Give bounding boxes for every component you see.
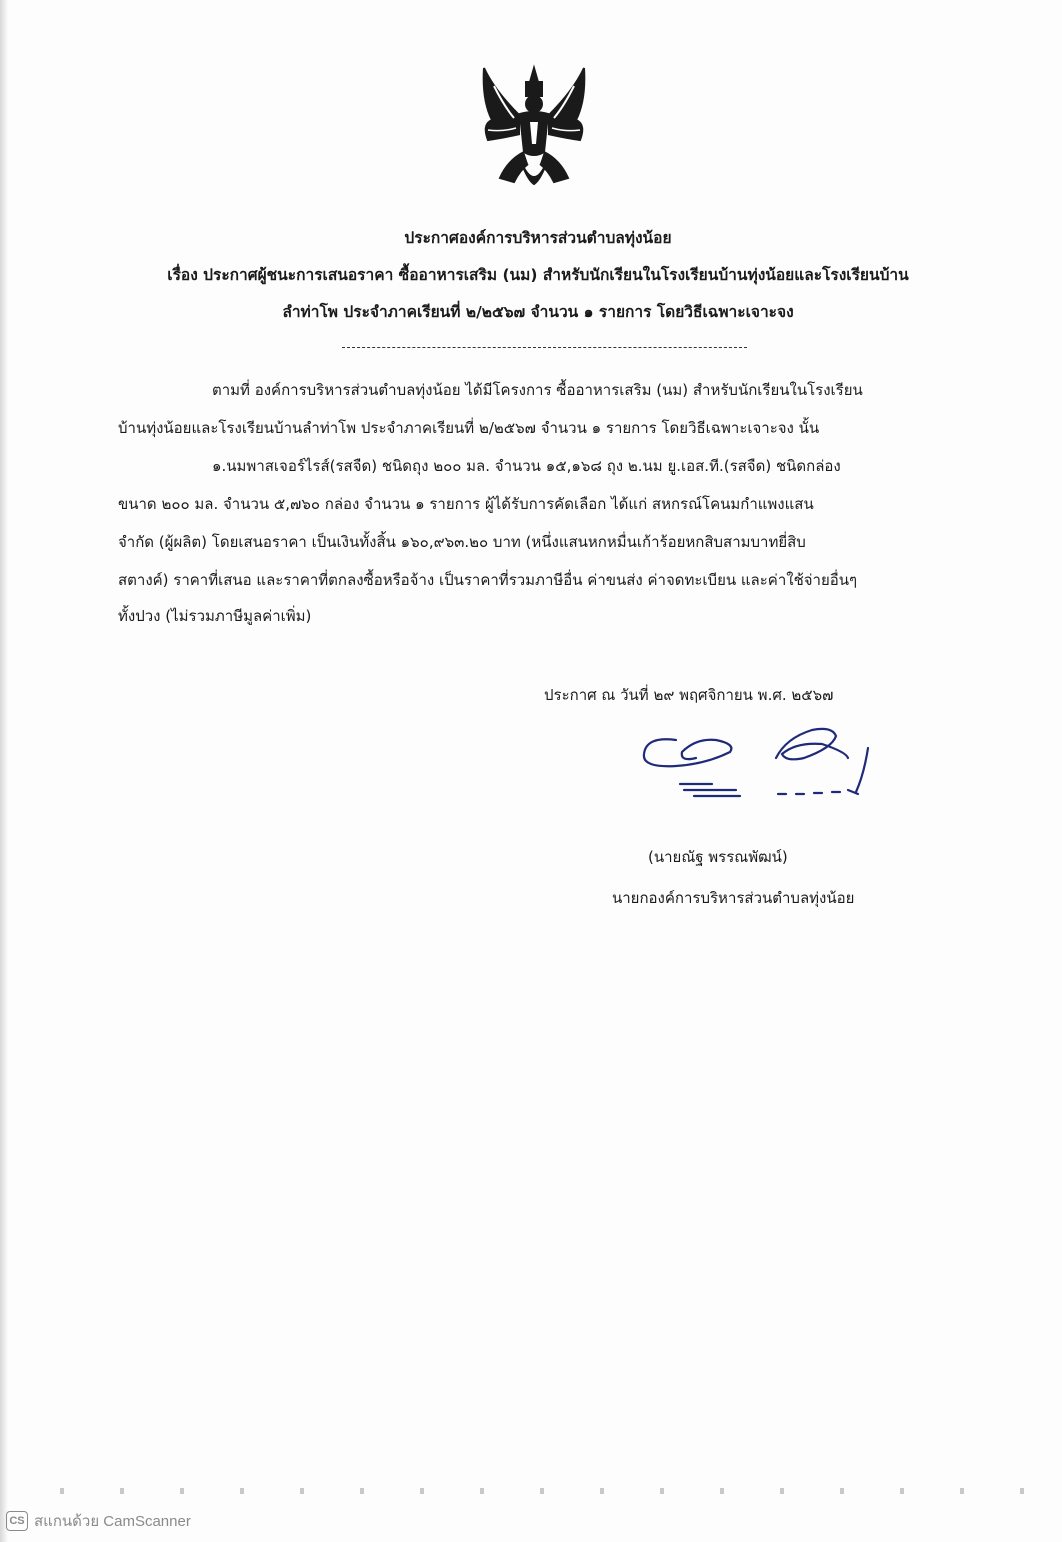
body-line-3: ๑.นมพาสเจอร์ไรส์(รสจืด) ชนิดถุง ๒๐๐ มล. จำนวน ๑๕,๑๖๘ ถุง ๒.นม ยู.เอส.ที.(รสจืด) ชนิดกล่อง	[212, 457, 841, 475]
body-line-1: ตามที่ องค์การบริหารส่วนตำบลทุ่งน้อย ได้มีโครงการ ซื้ออาหารเสริม (นม) สำหรับนักเรียนในโรงเรียน	[212, 381, 863, 399]
announcement-date: ประกาศ ณ วันที่ ๒๙ พฤศจิกายน พ.ศ. ๒๕๖๗	[544, 686, 834, 704]
garuda-emblem-icon	[474, 60, 594, 200]
body-line-5: จำกัด (ผู้ผลิต) โดยเสนอราคา เป็นเงินทั้งสิ้น ๑๖๐,๙๖๓.๒๐ บาท (หนึ่งแสนหกหมื่นเก้าร้อยหกสิบสามบาทยี่สิบ	[118, 533, 806, 551]
title-divider	[342, 347, 747, 348]
announcement-subject-line-1: เรื่อง ประกาศผู้ชนะการเสนอราคา ซื้ออาหารเสริม (นม) สำหรับนักเรียนในโรงเรียนบ้านทุ่งน้อยและโรงเรียนบ้าน	[167, 266, 909, 284]
announcement-subject-line-2: ลำท่าโพ ประจำภาคเรียนที่ ๒/๒๕๖๗ จำนวน ๑ รายการ โดยวิธีเฉพาะเจาะจง	[282, 303, 794, 321]
camscanner-text: สแกนด้วย CamScanner	[34, 1513, 191, 1530]
signer-title: นายกองค์การบริหารส่วนตำบลทุ่งน้อย	[612, 889, 855, 907]
signer-name: (นายณัฐ พรรณพัฒน์)	[648, 848, 788, 866]
body-line-6: สตางค์) ราคาที่เสนอ และราคาที่ตกลงซื้อหรือจ้าง เป็นราคาที่รวมภาษีอื่น ค่าขนส่ง ค่าจดทะเบียน และค่าใช้จ่ายอื่นๆ	[118, 571, 858, 589]
body-line-4: ขนาด ๒๐๐ มล. จำนวน ๕,๗๖๐ กล่อง จำนวน ๑ รายการ ผู้ได้รับการคัดเลือก ได้แก่ สหกรณ์โคนมกำแพงแสน	[118, 495, 814, 513]
camscanner-logo-icon: CS	[6, 1511, 28, 1531]
scan-artifact-line	[60, 1488, 1040, 1494]
announcement-header: ประกาศองค์การบริหารส่วนตำบลทุ่งน้อย	[404, 229, 672, 247]
handwritten-signature	[636, 718, 876, 808]
scan-edge-shadow	[0, 0, 8, 1542]
body-line-2: บ้านทุ่งน้อยและโรงเรียนบ้านลำท่าโพ ประจำภาคเรียนที่ ๒/๒๕๖๗ จำนวน ๑ รายการ โดยวิธีเฉพาะเจาะจง นั้น	[118, 419, 820, 437]
body-line-7: ทั้งปวง (ไม่รวมภาษีมูลค่าเพิ่ม)	[118, 607, 312, 625]
camscanner-watermark	[6, 1510, 191, 1532]
